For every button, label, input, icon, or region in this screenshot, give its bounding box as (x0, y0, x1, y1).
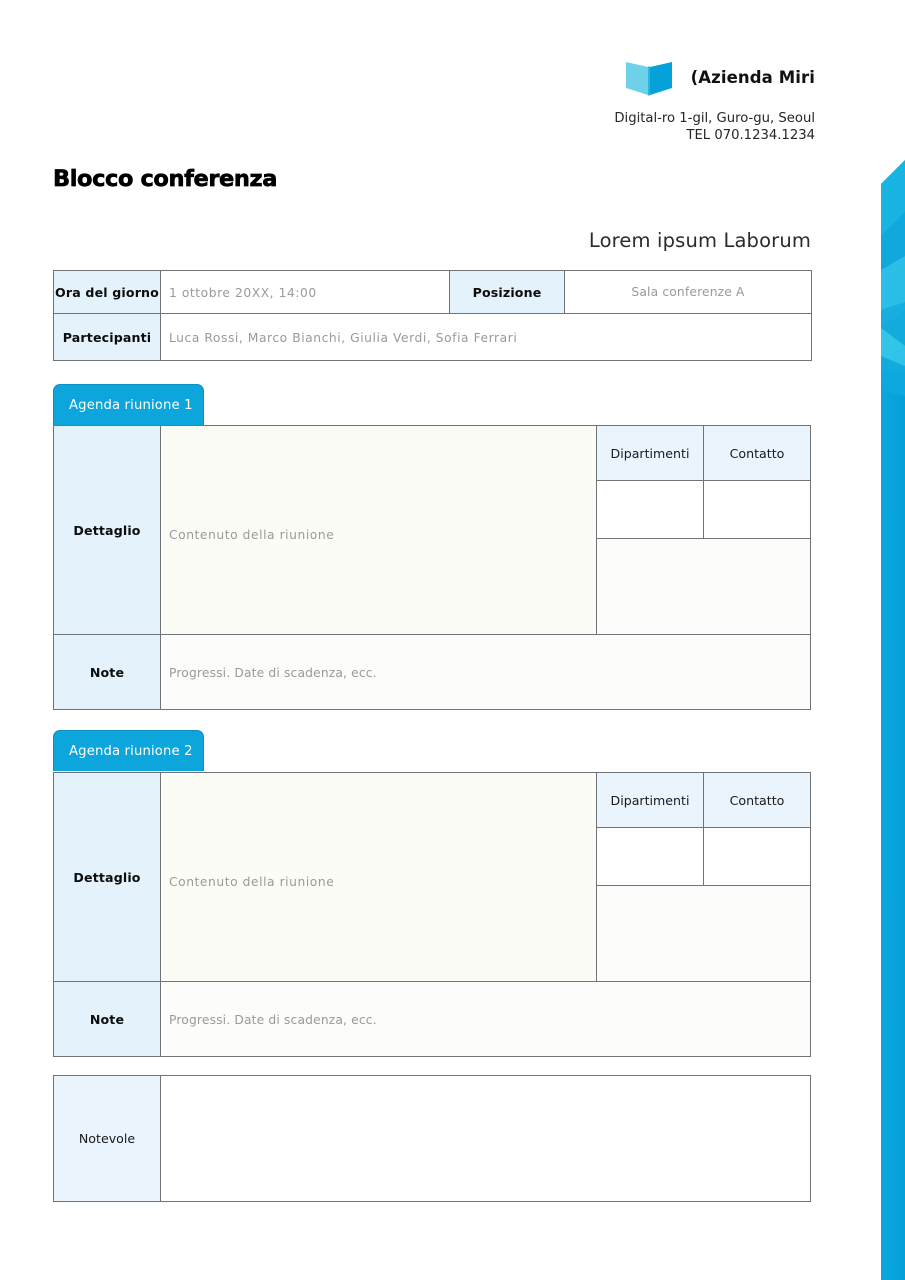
note-label-2: Note (54, 982, 161, 1057)
table-row (54, 271, 812, 314)
notable-table (53, 1075, 811, 1202)
brand-row (0, 55, 815, 99)
participants-value-cell[interactable] (161, 314, 812, 361)
participants-label: Partecipanti (54, 314, 161, 361)
content-placeholder-1: Contenuto della riunione (169, 527, 335, 542)
contact-value-2[interactable] (704, 828, 811, 886)
page-header (0, 55, 815, 145)
address-phone: TEL 070.1234.1234 (686, 128, 815, 144)
agenda-tab-1[interactable] (53, 384, 204, 425)
departments-header-1: Dipartimenti (597, 426, 704, 481)
departments-value-2[interactable] (597, 828, 704, 886)
time-value: 1 ottobre 20XX, 14:00 (169, 285, 317, 300)
table-row (54, 635, 811, 710)
agenda-tab-2-label: Agenda riunione 2 (69, 743, 193, 759)
participants-value: Luca Rossi, Marco Bianchi, Giulia Verdi, Sofia Ferrari (169, 330, 518, 345)
page-title: Blocco conferenza (53, 166, 278, 192)
location-label: Posizione (450, 271, 565, 314)
company-address (0, 110, 815, 145)
contact-value-1[interactable] (704, 481, 811, 539)
table-row (54, 982, 811, 1057)
table-row (54, 314, 812, 361)
agenda-tab-1-label: Agenda riunione 1 (69, 397, 193, 413)
table-row (54, 773, 811, 828)
page-subtitle: Lorem ipsum Laborum (588, 229, 811, 252)
note-cell-2[interactable] (161, 982, 811, 1057)
time-label: Ora del giorno (54, 271, 161, 314)
note-placeholder-1: Progressi. Date di scadenza, ecc. (169, 665, 377, 680)
address-street: Digital-ro 1-gil, Guro-gu, Seoul (614, 111, 815, 126)
note-cell-1[interactable] (161, 635, 811, 710)
extra-space-1[interactable] (597, 539, 811, 635)
decorative-ribbon-graphic (859, 160, 905, 1280)
time-value-cell[interactable] (161, 271, 450, 314)
agenda-tab-2[interactable] (53, 730, 204, 771)
content-cell-2[interactable] (161, 773, 597, 982)
extra-space-2[interactable] (597, 886, 811, 982)
content-cell-1[interactable] (161, 426, 597, 635)
detail-label-2: Dettaglio (54, 773, 161, 982)
table-row (54, 1076, 811, 1202)
content-placeholder-2: Contenuto della riunione (169, 874, 335, 889)
contact-header-2: Contatto (704, 773, 811, 828)
departments-value-1[interactable] (597, 481, 704, 539)
agenda-table-2 (53, 772, 811, 1057)
open-book-icon (625, 58, 673, 96)
notable-value[interactable] (161, 1076, 811, 1202)
note-label-1: Note (54, 635, 161, 710)
location-value[interactable]: Sala conferenze A (565, 271, 812, 314)
brand-name: (Azienda Miri (690, 67, 815, 87)
detail-label-1: Dettaglio (54, 426, 161, 635)
notable-label: Notevole (54, 1076, 161, 1202)
contact-header-1: Contatto (704, 426, 811, 481)
departments-header-2: Dipartimenti (597, 773, 704, 828)
table-row (54, 426, 811, 481)
agenda-table-1 (53, 425, 811, 710)
meeting-info-table (53, 270, 812, 361)
note-placeholder-2: Progressi. Date di scadenza, ecc. (169, 1012, 377, 1027)
